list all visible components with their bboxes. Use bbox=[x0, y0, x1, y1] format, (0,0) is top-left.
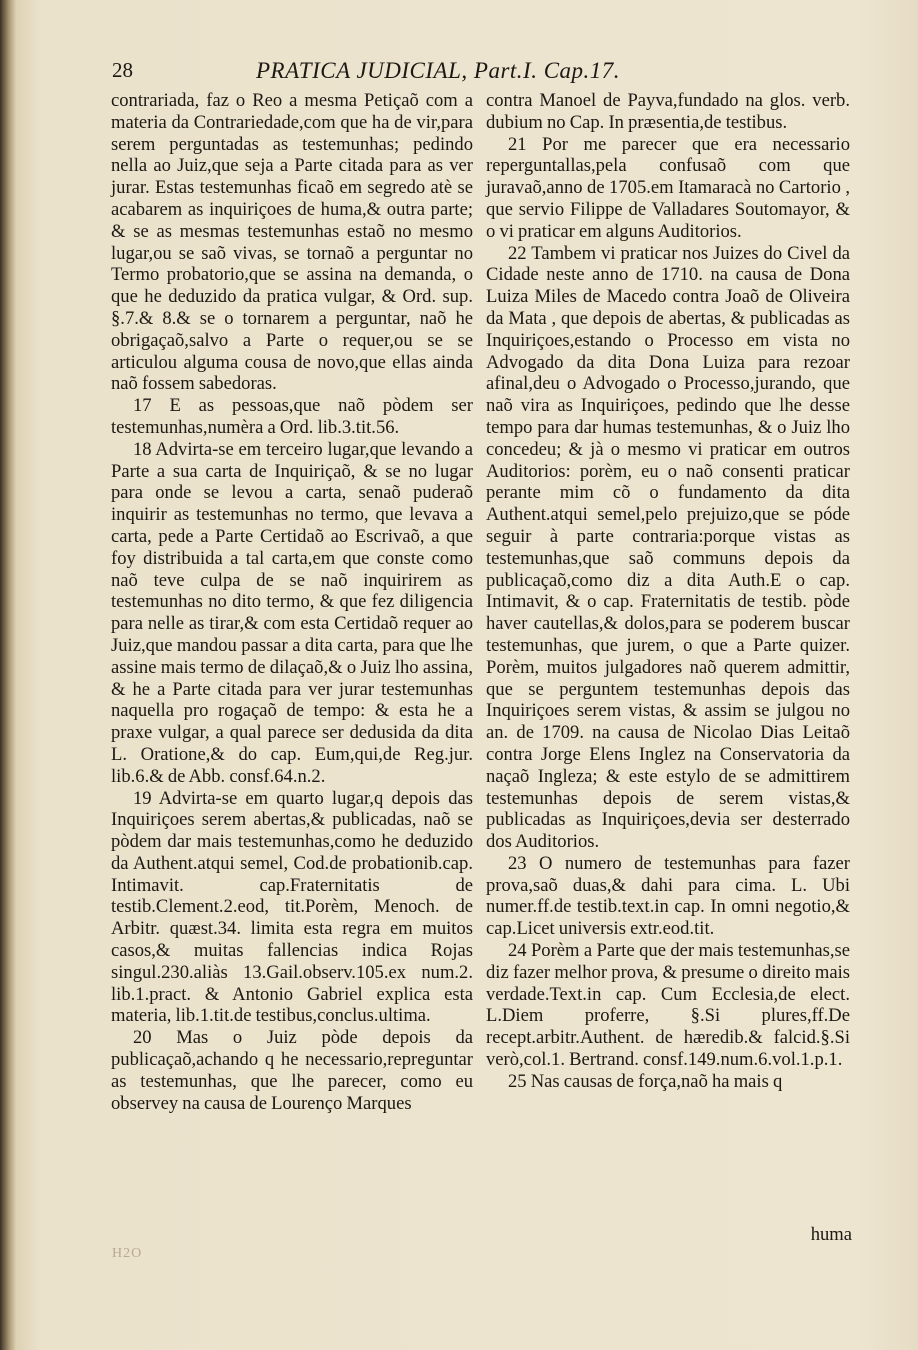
catchword: huma bbox=[810, 1224, 852, 1245]
paragraph-22: 22 Tambem vi praticar nos Juizes do Civel da Cidade neste anno de 1710. na causa de Dona Luiza Miles de Macedo contra Joaõ de Oliveira da Mata , que depois de abertas, & publicadas as Inquiriçoes,estando o Processo em vista no Advogado da dita Dona Luiza para rezoar afinal,deu o Advogado o Processo,jurando, que naõ vira as Inquiriçoes, pedindo que lhe desse tempo para dar humas testemunhas, & o Juiz lho concedeu; & jà o mesmo vi praticar em outros Auditorios: porèm, eu o naõ consenti praticar perante mim cõ o fundamento da dita Authent.atqui semel,pelo prejuizo,que se póde seguir à parte contraria:porque vistas as testemunhas,que saõ communs depois da publicaçaõ,como diz a dita Auth.E o cap. Intimavit, & o cap. Fraternitatis de testib. pòde haver cautellas,& dolos,para se poderem buscar testemunhas, que jurem, o que a Parte quizer. Porèm, muitos julgadores naõ querem admittir, que se perguntem testemunhas depois das Inquiriçoes serem vistas, & assim se julgou no an. de 1709. na causa de Nicolao Dias Leitaõ contra Jorge Elens Inglez na Conservatoria da naçaõ Ingleza; & este estylo de se admittirem testemunhas depois de serem vistas,& publicadas as Inquiriçoes,devia ser desterrado dos Auditorios. bbox=[486, 242, 850, 853]
paragraph-25: 25 Nas causas de força,naõ ha mais q bbox=[508, 1070, 783, 1092]
page-header bbox=[112, 58, 852, 90]
right-column bbox=[486, 90, 850, 1093]
paragraph-23: 23 O numero de testemunhas para fazer prova,saõ duas,& dahi para cima. L. Ubi numer.ff.de testib.text.in cap. In omni negotio,& cap.Licet universis extr.eod.tit. bbox=[486, 852, 850, 940]
paragraph-21: 21 Por me parecer que era necessario reperguntallas,pela confusaõ com que juravaõ,anno de 1705.em Itamaracà no Cartorio , que servio Filippe de Valladares Soutomayor, & o vi praticar em alguns Auditorios. bbox=[486, 133, 850, 242]
paragraph-18: 18 Advirta-se em terceiro lugar,que levando a Parte a sua carta de Inquiriçaõ, & se no lugar para onde se levou a carta, senaõ puderaõ inquirir as testemunhas no termo, que levava a carta, pede a Parte Certidaõ ao Escrivaõ, a que foy distribuida a tal carta,em que conste como naõ teve culpa de se naõ inquirirem as testemunhas no dito termo, & que fez diligencia para nelle as tirar,& com esta Certidaõ requer ao Juiz,que mandou passar a dita carta, para que lhe assine mais termo de dilaçaõ,& o Juiz lho assina, & he a Parte citada para ver jurar testemunhas naquella pro rogaçaõ de tempo: & esta he a praxe vulgar, a qual parece ser dedusida da dita L. Oratione,& do cap. Eum,qui,de Reg.jur. lib.6.& de Abb. consf.64.n.2. bbox=[111, 438, 473, 787]
paragraph: contrariada, faz o Reo a mesma Petiçaõ com a materia da Contrariedade,com que ha de vir,para serem perguntadas as testemunhas; pedindo nella ao Juiz,que seja a Parte citada para as ver jurar. Estas testemunhas ficaõ em segredo atè se acabarem as inquiriçoes de huma,& outra parte; & se as mesmas testemunhas estaõ no mesmo lugar,ou se saõ vivas, se tornaõ a perguntar no Termo probatorio,que se assina na demanda, o que he deduzido da pratica vulgar, & Ord. sup. §.7.& 8.& se o tornarem a perguntar, naõ he obrigaçaõ,salvo a Parte o requer,ou se se articulou alguma cousa de novo,que ellas ainda naõ fossem sabedoras. bbox=[111, 90, 473, 395]
paragraph-20: 20 Mas o Juiz pòde depois da publicaçaõ,achando q he necessario,repreguntar as testemunhas, que lhe parecer, como eu observey na causa de Lourenço Marques bbox=[111, 1027, 473, 1114]
paragraph-24: 24 Porèm a Parte que der mais testemunhas,se diz fazer melhor prova, & presume o direito mais verdade.Text.in cap. Cum Ecclesia,de elect. L.Diem proferre, §.Si plures,ff.De recept.arbitr.Authent. de hæredib.& falcid.§.Si verò,col.1. Bertrand. consf.149.num.6.vol.1.p.1. bbox=[486, 940, 850, 1071]
signature-mark: H2O bbox=[112, 1246, 143, 1261]
paragraph-17: 17 E as pessoas,que naõ pòdem ser testemunhas,numèra a Ord. lib.3.tit.56. bbox=[111, 395, 473, 438]
paragraph-19: 19 Advirta-se em quarto lugar,q depois das Inquiriçoes serem abertas,& publicadas, naõ se pòdem dar mais testemunhas,como he deduzido da Authent.atqui semel, Cod.de probationib.cap. Intimavit. cap.Fraternitatis de testib.Clement.2.eod, tit.Porèm, Menoch. de Arbitr. quæst.34. limita esta regra em muitos casos,& muitas fallencias indica Rojas singul.230.aliàs 13.Gail.observ.105.ex num.2. lib.1.pract. & Antonio Gabriel explica esta materia, lib.1.tit.de testibus,conclus.ultima. bbox=[111, 787, 473, 1027]
page-number: 28 bbox=[112, 58, 133, 82]
running-title: PRATICA JUDICIAL, Part.I. Cap.17. bbox=[256, 58, 621, 83]
binding-gutter bbox=[0, 0, 16, 1350]
left-column bbox=[111, 90, 473, 1114]
paragraph: contra Manoel de Payva,fundado na glos. verb. dubium no Cap. In præsentia,de testibus. bbox=[486, 90, 850, 133]
